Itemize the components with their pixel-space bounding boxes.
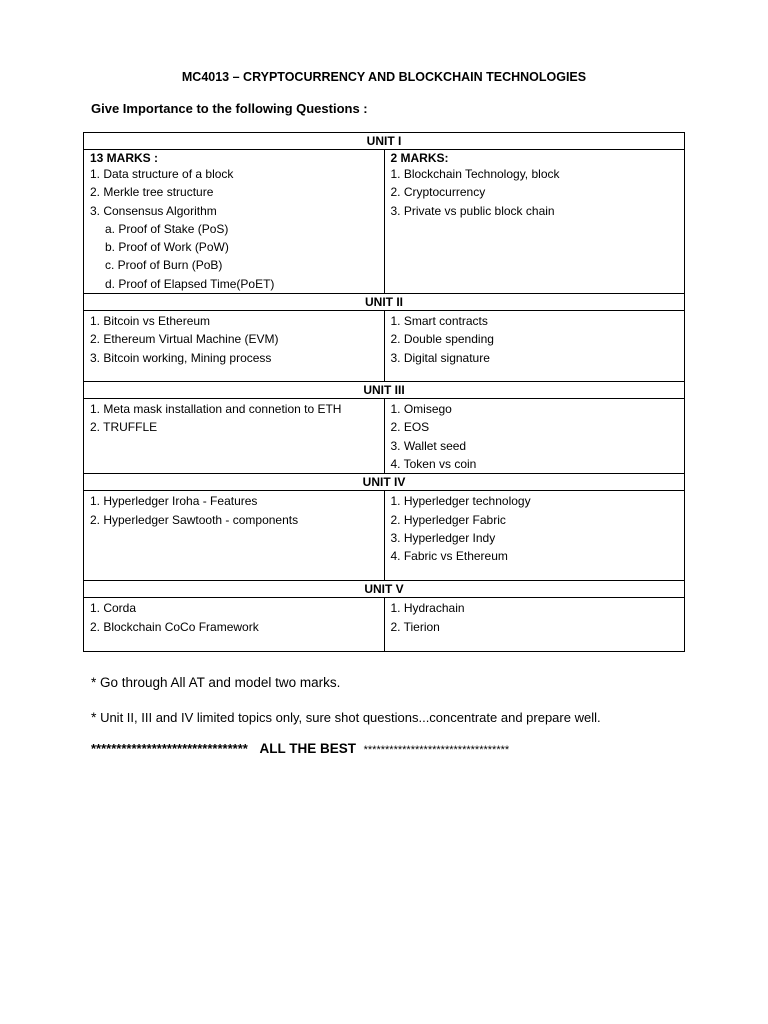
unit-1-heading: UNIT I — [84, 133, 685, 150]
list-item: 4. Token vs coin — [390, 456, 477, 471]
list-item: 1. Hyperledger technology — [390, 494, 531, 509]
list-item: 2. TRUFFLE — [90, 420, 158, 435]
list-item: 3. Digital signature — [390, 350, 490, 365]
unit-3-left-cell — [84, 399, 385, 474]
unit-header-row — [84, 474, 685, 491]
unit-header-row — [84, 581, 685, 598]
all-the-best-footer — [91, 741, 691, 756]
list-item: 4. Fabric vs Ethereum — [390, 549, 508, 564]
unit-5-heading: UNIT V — [84, 581, 685, 598]
list-item: 3. Private vs public block chain — [390, 203, 555, 218]
unit-2-row — [84, 311, 685, 382]
unit-header-row — [84, 133, 685, 150]
list-item: 1. Hydrachain — [390, 601, 465, 616]
list-item: 1. Hyperledger Iroha - Features — [90, 494, 258, 509]
footer-text: ALL THE BEST — [259, 741, 356, 756]
list-item: 1. Bitcoin vs Ethereum — [90, 314, 211, 329]
unit-4-right-cell — [384, 491, 685, 581]
list-item: 2. Hyperledger Fabric — [390, 512, 506, 527]
list-item: 2. Cryptocurrency — [390, 185, 486, 200]
list-item: 2. Ethereum Virtual Machine (EVM) — [90, 332, 279, 347]
unit-3-heading: UNIT III — [84, 382, 685, 399]
note-limited-topics — [91, 709, 601, 725]
sub-list-item: a. Proof of Stake (PoS) — [105, 221, 229, 236]
sub-list-item: b. Proof of Work (PoW) — [105, 240, 229, 255]
unit-2-left-cell — [84, 311, 385, 382]
list-item: 1. Meta mask installation and connetion to ETH — [90, 402, 342, 417]
list-item: 2. Tierion — [390, 619, 440, 634]
unit-4-row — [84, 491, 685, 581]
footer-stars-left: ******************************* — [91, 741, 248, 756]
unit-3-row — [84, 399, 685, 474]
list-item: 2. Hyperledger Sawtooth - components — [90, 512, 299, 527]
document-subtitle: Give Importance to the following Questions : — [91, 101, 368, 116]
list-item: 2. EOS — [390, 420, 430, 435]
unit-2-heading: UNIT II — [84, 294, 685, 311]
unit-header-row — [84, 382, 685, 399]
list-item: 3. Consensus Algorithm — [90, 203, 217, 218]
unit-2-right-cell — [384, 311, 685, 382]
list-item: 3. Wallet seed — [390, 438, 467, 453]
list-item: 1. Omisego — [390, 402, 452, 417]
unit-4-heading: UNIT IV — [84, 474, 685, 491]
list-item: 3. Hyperledger Indy — [390, 530, 496, 545]
13-marks-heading: 13 MARKS : — [90, 151, 159, 165]
unit-5-left-cell — [84, 598, 385, 652]
2-marks-heading: 2 MARKS: — [390, 151, 449, 165]
unit-1-row — [84, 150, 685, 294]
sub-list-item: c. Proof of Burn (PoB) — [105, 258, 223, 273]
unit-header-row — [84, 294, 685, 311]
note-bullet-star: * — [91, 709, 97, 725]
unit-5-right-cell — [384, 598, 685, 652]
list-item: 1. Data structure of a block — [90, 167, 234, 181]
list-item: 2. Merkle tree structure — [90, 185, 214, 200]
list-item: 3. Bitcoin working, Mining process — [90, 350, 272, 365]
unit-5-row — [84, 598, 685, 652]
unit-4-left-cell — [84, 491, 385, 581]
list-item: 1. Corda — [90, 601, 137, 616]
note-model-two-marks: * Go through All AT and model two marks. — [91, 675, 341, 690]
list-item: 2. Blockchain CoCo Framework — [90, 619, 259, 634]
note-limited-topics-text: Unit II, III and IV limited topics only, sure shot questions...concentrate and prepare well. — [96, 710, 601, 725]
unit-3-right-cell — [384, 399, 685, 474]
footer-stars-right: ********************************** — [363, 744, 510, 756]
unit-1-2-marks-cell — [384, 150, 685, 294]
unit-1-13-marks-cell — [84, 150, 385, 294]
sub-list-item: d. Proof of Elapsed Time(PoET) — [105, 276, 275, 291]
document-title: MC4013 – CRYPTOCURRENCY AND BLOCKCHAIN TECHNOLOGIES — [181, 70, 587, 84]
list-item: 1. Blockchain Technology, block — [390, 167, 560, 181]
list-item: 1. Smart contracts — [390, 314, 488, 329]
list-item: 2. Double spending — [390, 332, 494, 347]
questions-table — [83, 132, 685, 652]
